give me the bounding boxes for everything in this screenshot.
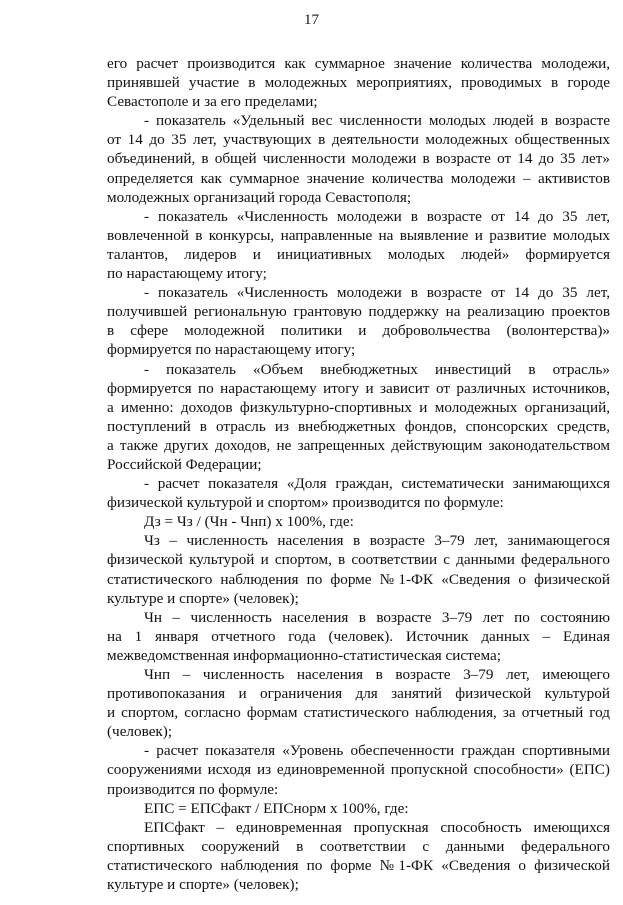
- text-line: ЕПСфакт – единовременная пропускная способность имеющихся: [144, 818, 610, 836]
- text-line: - показатель «Численность молодежи в возрасте от 14 до 35 лет,: [144, 207, 610, 225]
- text-line: от 14 до 35 лет, участвующих в деятельности молодежных общественных: [107, 131, 610, 149]
- text-line: Дз = Чз / (Чн - Чнп) х 100%, где:: [144, 513, 354, 531]
- text-line: - расчет показателя «Доля граждан, систематически занимающихся: [144, 475, 610, 493]
- text-line: его расчет производится как суммарное значение количества молодежи,: [107, 55, 610, 72]
- text-line: - расчет показателя «Уровень обеспеченности граждан спортивными: [144, 742, 610, 760]
- text-line: - показатель «Удельный вес численности молодых людей в возрасте: [144, 112, 610, 130]
- text-line: статистического наблюдения по форме №1-ФК «Сведения о физической: [107, 570, 610, 588]
- text-line: формируется по нарастающему итогу и зависит от различных источников,: [107, 379, 610, 397]
- text-line: Чнп – численность населения в возрасте 3–79 лет, имеющего: [144, 666, 610, 683]
- text-line: физической культурой и спортом» производится по формуле:: [107, 494, 504, 512]
- text-line: на 1 января отчетного года (человек). Источник данных – Единая: [107, 627, 610, 645]
- text-line: Чн – численность населения в возрасте 3–79 лет по состоянию: [144, 608, 610, 626]
- text-line: формируется по нарастающему итогу;: [107, 341, 356, 359]
- text-line: - показатель «Численность молодежи в возрасте от 14 до 35 лет,: [144, 284, 610, 302]
- text-line: Российской Федерации;: [107, 455, 262, 473]
- text-line: поступлений в отрасль из внебюджетных фондов, спонсорских средств,: [107, 417, 610, 435]
- text-line: определяется как суммарное значение количества молодежи – активистов: [107, 169, 610, 187]
- text-line: статистического наблюдения по форме №1-ФК «Сведения о физической: [107, 856, 610, 874]
- text-line: - показатель «Объем внебюджетных инвестиций в отрасль»: [144, 360, 610, 378]
- text-line: в сфере молодежной политики и добровольчества (волонтерства)»: [107, 322, 610, 340]
- text-line: Севастополе и за его пределами;: [107, 93, 318, 111]
- text-line: культуре и спорте» (человек);: [107, 589, 299, 607]
- text-line: вовлеченной в конкурсы, направленные на выявление и развитие молодых: [107, 226, 610, 244]
- text-line: физической культурой и спортом, в соответствии с данными федерального: [107, 551, 610, 569]
- text-line: а также других доходов, не запрещенных действующим законодательством: [107, 436, 610, 454]
- text-line: ЕПС = ЕПСфакт / ЕПСнорм х 100%, где:: [144, 799, 409, 817]
- text-line: и спортом, согласно формам статистического наблюдения, за отчетный год: [107, 704, 610, 722]
- text-line: сооружениями исходя из единовременной пропускной способности» (ЕПС): [107, 761, 610, 779]
- text-line: культуре и спорте» (человек);: [107, 876, 299, 894]
- text-line: принявшей участие в молодежных мероприятиях, проводимых в городе: [107, 74, 610, 92]
- text-line: Чз – численность населения в возрасте 3–79 лет, занимающегося: [144, 532, 610, 550]
- text-line: объединений, в общей численности молодежи в возрасте от 14 до 35 лет»: [107, 150, 610, 168]
- text-line: противопоказания и ограничения для занятий физической культурой: [107, 685, 610, 703]
- text-line: производится по формуле:: [107, 780, 279, 798]
- text-line: спортивных сооружений в соответствии с данными федерального: [107, 837, 610, 855]
- text-line: получившей региональную грантовую поддержку на реализацию проектов: [107, 303, 610, 321]
- text-line: по нарастающему итогу;: [107, 265, 267, 283]
- page-number: 17: [304, 12, 319, 28]
- text-line: межведомственная информационно-статистическая система;: [107, 646, 501, 664]
- text-line: а именно: доходов физкультурно-спортивных и молодежных организаций,: [107, 398, 610, 416]
- text-line: талантов, лидеров и инициативных молодых людей» формируется: [107, 245, 610, 263]
- text-line: молодежных организаций города Севастополя;: [107, 188, 412, 206]
- body-text: [107, 54, 610, 894]
- text-line: (человек);: [107, 723, 173, 741]
